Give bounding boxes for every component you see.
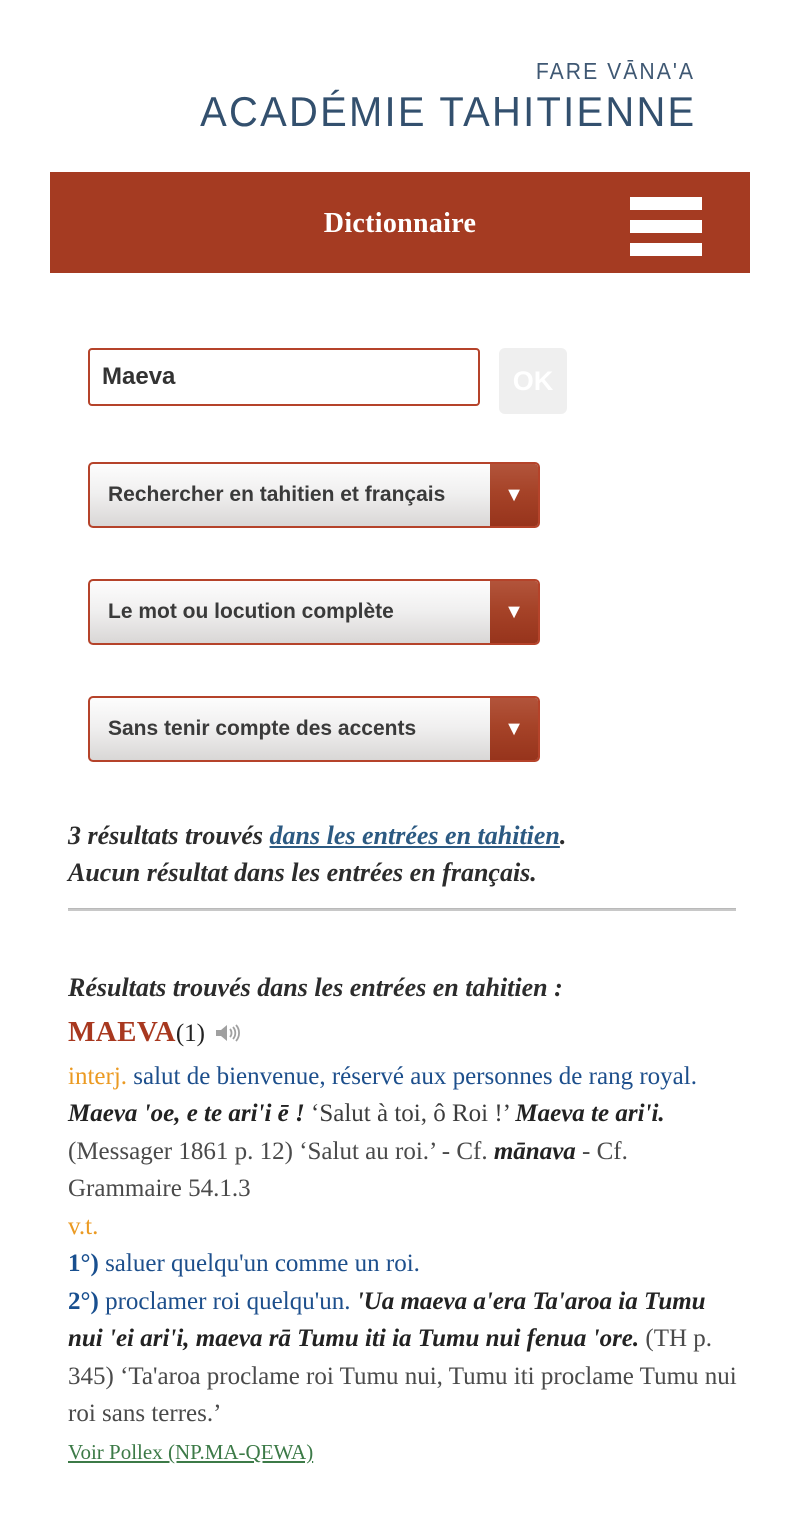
- site-logo: [0, 0, 800, 165]
- search-input[interactable]: [88, 348, 480, 406]
- hamburger-bar: [630, 220, 702, 233]
- logo-title: ACADÉMIE TAHITIENNE: [199, 88, 696, 135]
- sense-number-2: 2°): [68, 1287, 99, 1315]
- search-row: [88, 348, 567, 414]
- part-of-speech-interj: interj.: [68, 1062, 128, 1090]
- headword-line: [68, 1011, 744, 1056]
- reference-tail: - Cf. Grammaire 54.1.3: [68, 1137, 628, 1202]
- pollex-link[interactable]: Voir Pollex (NP.MA-QEWA): [68, 1440, 314, 1464]
- chevron-down-icon[interactable]: ▼: [490, 581, 538, 643]
- select-search-scope[interactable]: [88, 462, 540, 528]
- chevron-down-icon[interactable]: ▼: [490, 698, 538, 760]
- page-titlebar: [50, 172, 750, 273]
- part-of-speech-vt: v.t.: [68, 1212, 99, 1240]
- results-summary-period: .: [559, 821, 567, 850]
- example-reference-3: (TH p. 345) ‘Ta'aroa proclame roi Tumu nui, Tumu iti proclame Tumu nui roi sans terres.’: [68, 1325, 737, 1427]
- example-tahitian-2: Maeva te ari'i.: [515, 1100, 665, 1127]
- speaker-audio-icon[interactable]: [214, 1018, 240, 1056]
- chevron-down-icon[interactable]: ▼: [490, 464, 538, 526]
- gloss-interj: salut de bienvenue, réservé aux personnes de rang royal.: [127, 1062, 697, 1090]
- dictionary-entry: [68, 968, 744, 1433]
- hamburger-bar: [630, 243, 702, 256]
- headword-number: (1): [175, 1020, 205, 1047]
- hamburger-menu-icon[interactable]: [630, 197, 702, 249]
- search-submit-button[interactable]: OK: [499, 348, 567, 414]
- cross-reference-manava: mānava: [493, 1137, 576, 1165]
- example-tahitian-3: 'Ua maeva a'era Ta'aroa ia Tumu nui 'ei ari'i, maeva rā Tumu iti ia Tumu nui fenua 'ore.: [68, 1287, 706, 1352]
- sense-number-1: 1°): [68, 1250, 99, 1277]
- sense-2-line: [68, 1283, 744, 1433]
- results-heading: Résultats trouvés dans les entrées en tahitien :: [68, 973, 563, 1002]
- example-tahitian-1: Maeva 'oe, e te ari'i ē !: [68, 1100, 305, 1127]
- example-reference-2: (Messager 1861 p. 12) ‘Salut au roi.’ - Cf.: [68, 1137, 494, 1165]
- sense-text-2: proclamer roi quelqu'un.: [98, 1287, 357, 1315]
- select-match-mode[interactable]: [88, 579, 540, 645]
- select-search-scope-label: Rechercher en tahitien et français: [108, 483, 446, 506]
- results-summary: [68, 818, 748, 892]
- results-summary-line-2: Aucun résultat dans les entrées en français.: [68, 857, 537, 887]
- sense-block-interjection: [68, 1058, 744, 1208]
- page-title: Dictionnaire: [323, 208, 477, 239]
- sense-1-line: [68, 1245, 744, 1283]
- results-summary-line-1: [68, 818, 748, 855]
- logo-subtitle: FARE VĀNA'A: [535, 58, 695, 84]
- headword: MAEVA: [68, 1016, 176, 1048]
- section-divider: [68, 908, 736, 911]
- results-count-text: 3 résultats trouvés: [68, 821, 270, 850]
- tahitian-entries-link[interactable]: dans les entrées en tahitien: [269, 821, 560, 850]
- part-of-speech-vt-line: [68, 1208, 744, 1246]
- select-accent-mode-label: Sans tenir compte des accents: [108, 717, 417, 740]
- select-match-mode-label: Le mot ou locution complète: [108, 600, 394, 623]
- example-translation-1: ‘Salut à toi, ô Roi !’: [304, 1100, 516, 1127]
- select-accent-mode[interactable]: [88, 696, 540, 762]
- hamburger-bar: [630, 197, 702, 210]
- sense-text-1: saluer quelqu'un comme un roi.: [98, 1250, 420, 1277]
